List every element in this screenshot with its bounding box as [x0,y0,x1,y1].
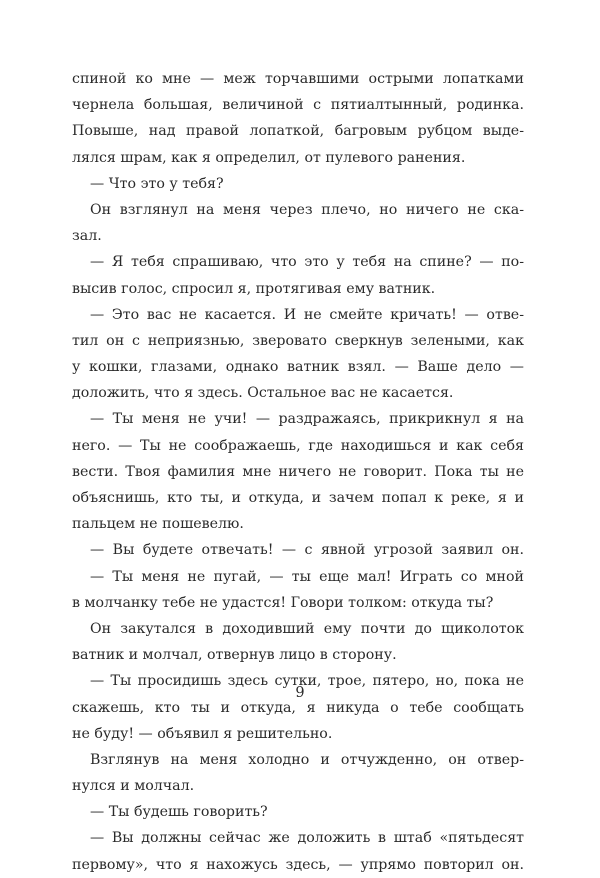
text-line: не буду! — объявил я решительно. [72,725,333,742]
text-line: пальцем не пошевелю. [72,516,244,533]
text-line: лялся шрам, как я определил, от пулевого ранения. [72,149,466,166]
text-line: него. — Ты не соображаешь, где находишься и как себя [72,437,524,454]
text-line: — Что это у тебя? [90,175,224,192]
text-line: Повыше, над правой лопаткой, багровым рубцом выде- [72,123,524,140]
text-line: — Я тебя спрашиваю, что это у тебя на спине? — по- [90,254,524,271]
text-line: Он взглянул на меня через плечо, но ничего не ска- [90,201,524,218]
text-line: — Ты меня не учи! — раздражаясь, прикрикнул я на [90,411,524,428]
text-line: высив голос, спросил я, протягивая ему ватник. [72,280,436,297]
text-line: нулся и молчал. [72,778,195,795]
text-line: — Вы должны сейчас же доложить в штаб «пятьдесят [90,830,524,847]
page-number: 9 [295,685,305,701]
text-line: чернела большая, величиной с пятиалтынный, родинка. [72,97,524,114]
text-line: спиной ко мне — меж торчавшими острыми лопатками [72,71,524,87]
text-line: первому», что я нахожусь здесь, — упрямо повторил он. [72,856,524,873]
text-line: у кошки, глазами, однако ватник взял. — Ваше дело — [72,359,524,376]
text-line: — Это вас не касается. И не смейте кричать! — отве- [90,306,524,323]
text-line: скажешь, кто ты и откуда, я никуда о тебе сообщать [72,699,524,716]
text-line: тил он с неприязнью, зверовато сверкнув зелеными, как [72,332,524,349]
text-line: — Ты меня не пугай, — ты еще мал! Играть со мной [90,568,524,585]
text-line: доложить, что я здесь. Остальное вас не касается. [72,385,454,402]
text-line: — Ты просидишь здесь сутки, трое, пятеро, но, пока не [90,673,524,690]
text-line: вести. Твоя фамилия мне ничего не говорит. Пока ты не [72,463,524,480]
text-line: в молчанку тебе не удастся! Говори толком: откуда ты? [72,594,494,611]
text-line: зал. [72,228,102,245]
text-line: ватник и молчал, отвернув лицо в сторону. [72,647,397,664]
text-line: — Ты будешь говорить? [90,804,268,821]
text-line: Взглянув на меня холодно и отчужденно, он отвер- [90,751,524,768]
text-line: объяснишь, кто ты, и откуда, и зачем попал к реке, я и [72,490,524,506]
text-line: — Вы будете отвечать! — с явной угрозой заявил он. [90,542,524,559]
body-text [72,66,524,878]
text-line: Он закутался в доходивший ему почти до щиколоток [90,620,524,637]
